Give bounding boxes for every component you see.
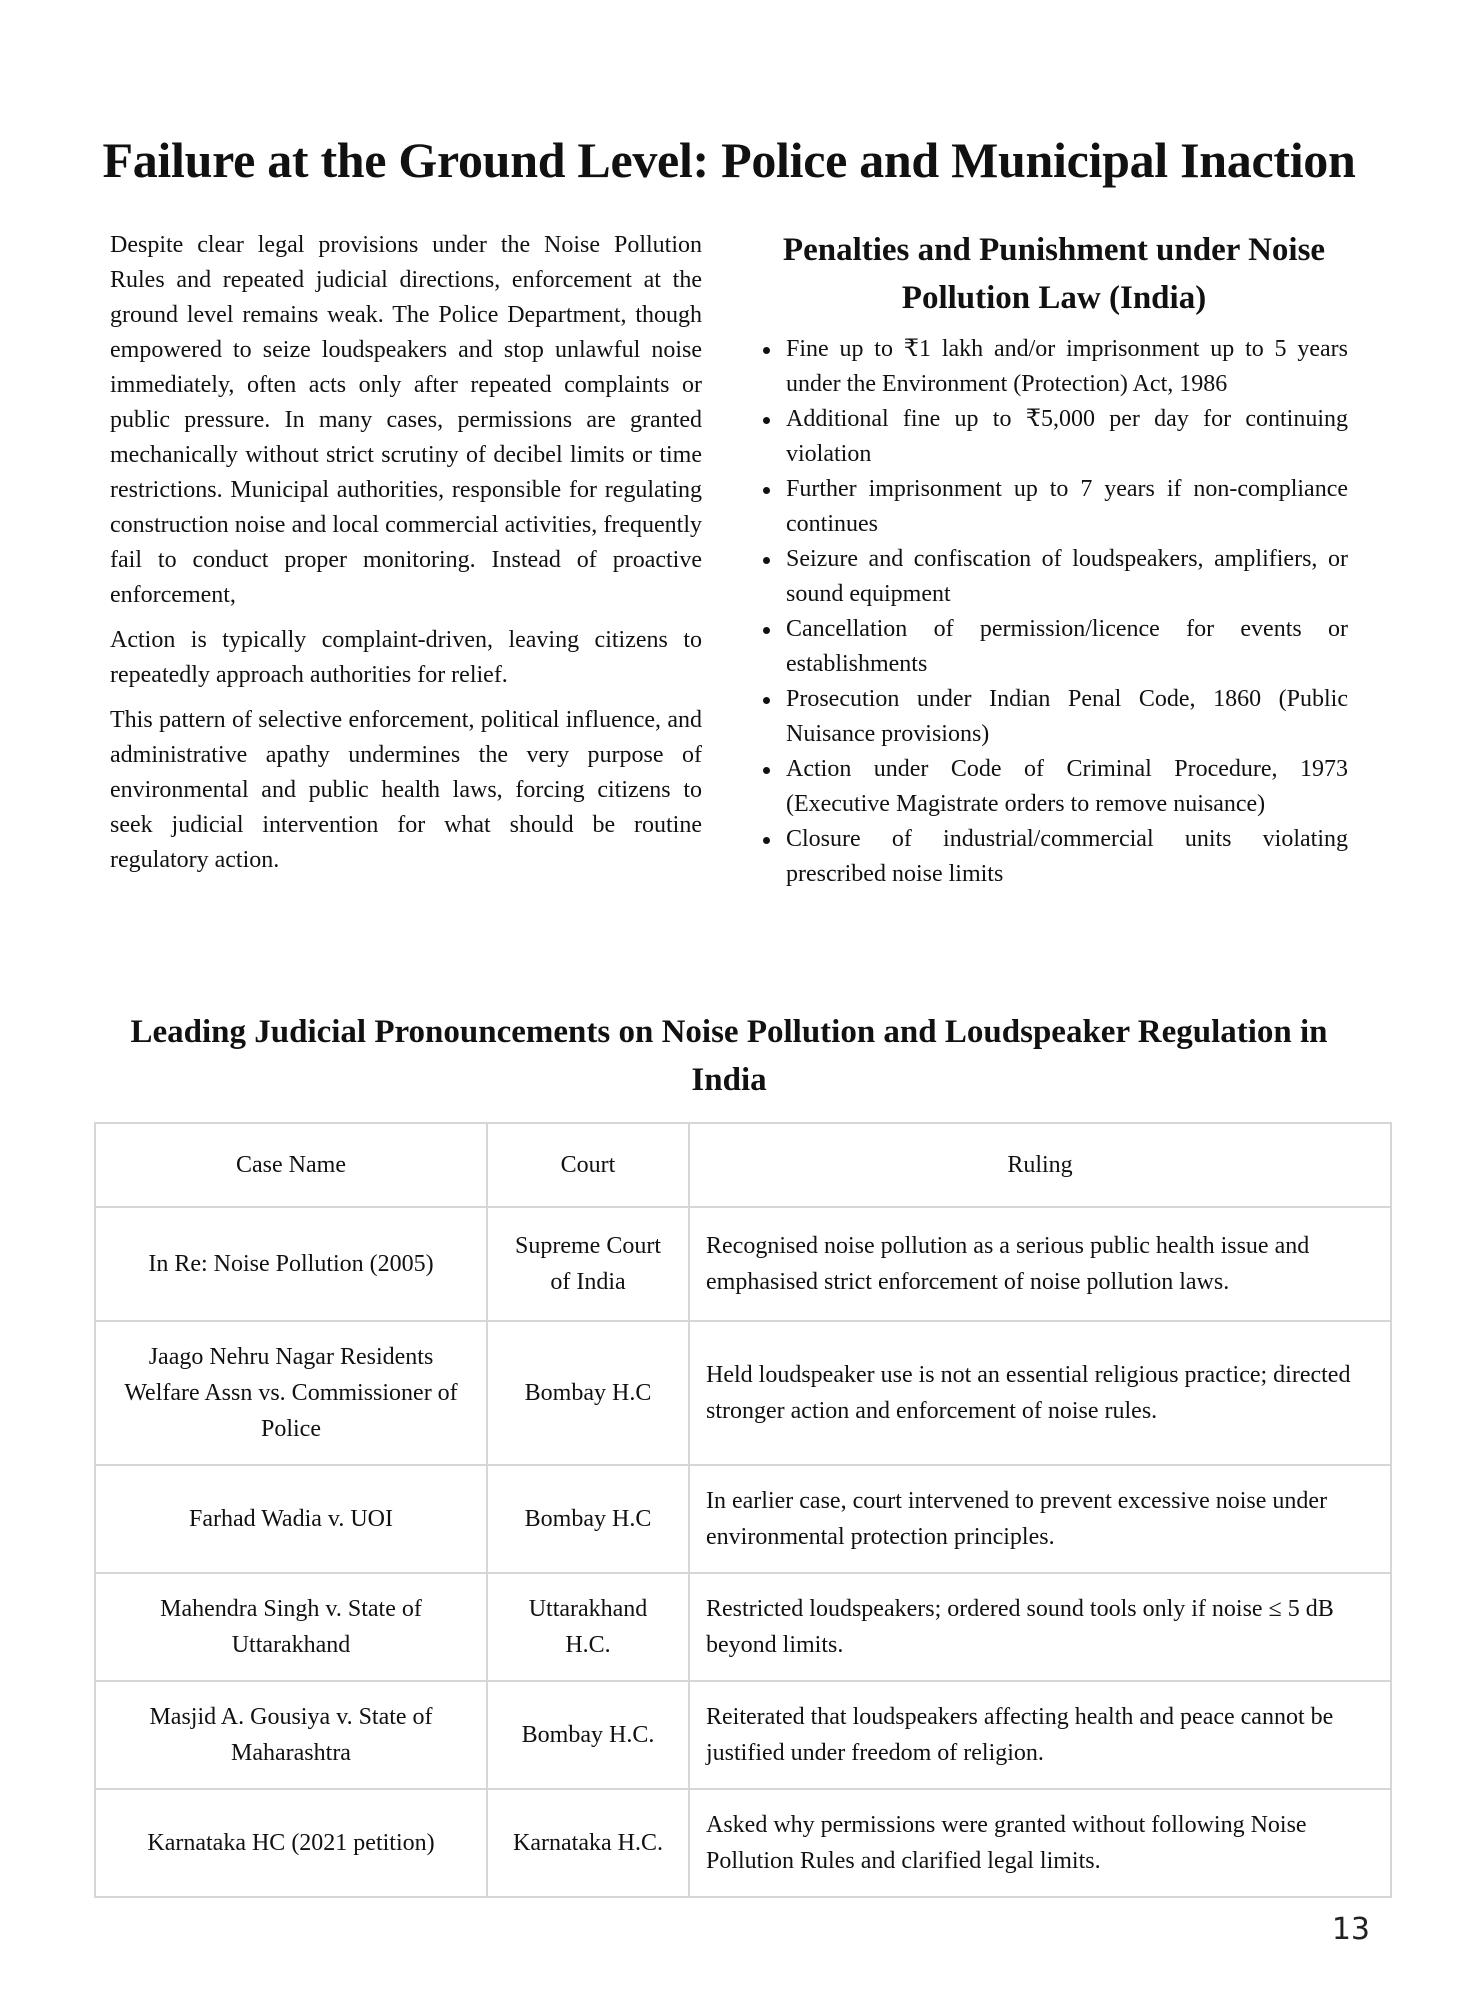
table-row bbox=[95, 1207, 1391, 1321]
header-case-name: Case Name bbox=[95, 1123, 487, 1207]
court-cell: Karnataka H.C. bbox=[487, 1789, 689, 1897]
paragraph-enforcement-weakness: Despite clear legal provisions under the Noise Pollution Rules and repeated judicial directions, enforcement at the ground level remains weak. The Police Department, though empowered to seize loudspeakers and stop unlawful noise immediately, often acts only after repeated complaints or public pressure. In many cases, permissions are granted mechanically without strict scrutiny of decibel limits or time restrictions. Municipal authorities, responsible for regulating construction noise and local commercial activities, frequently fail to conduct proper monitoring. Instead of proactive enforcement, bbox=[110, 232, 702, 608]
ruling-cell: Held loudspeaker use is not an essential religious practice; directed stronger action and enforcement of noise rules. bbox=[689, 1321, 1391, 1465]
table-row bbox=[95, 1681, 1391, 1789]
court-cell: Uttarakhand H.C. bbox=[487, 1573, 689, 1681]
page-title: Failure at the Ground Level: Police and Municipal Inaction bbox=[102, 132, 1356, 188]
case-name-cell: In Re: Noise Pollution (2005) bbox=[95, 1207, 487, 1321]
case-name-cell: Masjid A. Gousiya v. State of Maharashtra bbox=[95, 1681, 487, 1789]
case-name-cell: Mahendra Singh v. State of Uttarakhand bbox=[95, 1573, 487, 1681]
penalty-item: Fine up to ₹1 lakh and/or imprisonment up to 5 years under the Environment (Protection) Act, 1986 bbox=[760, 332, 1348, 402]
header-court: Court bbox=[487, 1123, 689, 1207]
ruling-cell: Restricted loudspeakers; ordered sound tools only if noise ≤ 5 dB beyond limits. bbox=[689, 1573, 1391, 1681]
table-row bbox=[95, 1573, 1391, 1681]
penalty-item: Prosecution under Indian Penal Code, 1860 (Public Nuisance provisions) bbox=[760, 682, 1348, 752]
ruling-cell: In earlier case, court intervened to prevent excessive noise under environmental protection principles. bbox=[689, 1465, 1391, 1573]
judgments-table bbox=[94, 1122, 1392, 1898]
court-cell: Bombay H.C bbox=[487, 1321, 689, 1465]
inaction-text-column bbox=[110, 228, 702, 888]
ruling-cell: Asked why permissions were granted without following Noise Pollution Rules and clarified legal limits. bbox=[689, 1789, 1391, 1897]
case-name-cell: Karnataka HC (2021 petition) bbox=[95, 1789, 487, 1897]
penalty-item: Cancellation of permission/licence for events or establishments bbox=[760, 612, 1348, 682]
court-cell: Bombay H.C bbox=[487, 1465, 689, 1573]
penalty-item: Closure of industrial/commercial units violating prescribed noise limits bbox=[760, 822, 1348, 892]
table-row bbox=[95, 1789, 1391, 1897]
ruling-cell: Reiterated that loudspeakers affecting health and peace cannot be justified under freedom of religion. bbox=[689, 1681, 1391, 1789]
paragraph-selective-enforcement: This pattern of selective enforcement, political influence, and administrative apathy undermines the very purpose of environmental and public health laws, forcing citizens to seek judicial intervention for what should be routine regulatory action. bbox=[110, 707, 702, 873]
penalty-item: Seizure and confiscation of loudspeakers, amplifiers, or sound equipment bbox=[760, 542, 1348, 612]
penalties-list bbox=[760, 332, 1348, 892]
penalty-item: Further imprisonment up to 7 years if non-compliance continues bbox=[760, 472, 1348, 542]
table-header-row bbox=[95, 1123, 1391, 1207]
judgments-heading: Leading Judicial Pronouncements on Noise Pollution and Loudspeaker Regulation in India bbox=[130, 1014, 1328, 1098]
case-name-cell: Farhad Wadia v. UOI bbox=[95, 1465, 487, 1573]
case-name-cell: Jaago Nehru Nagar Residents Welfare Assn vs. Commissioner of Police bbox=[95, 1321, 487, 1465]
penalty-item: Action under Code of Criminal Procedure, 1973 (Executive Magistrate orders to remove nuisance) bbox=[760, 752, 1348, 822]
table-row bbox=[95, 1465, 1391, 1573]
header-ruling: Ruling bbox=[689, 1123, 1391, 1207]
ruling-cell: Recognised noise pollution as a serious public health issue and emphasised strict enforcement of noise pollution laws. bbox=[689, 1207, 1391, 1321]
penalties-section bbox=[760, 226, 1348, 892]
penalty-item: Additional fine up to ₹5,000 per day for continuing violation bbox=[760, 402, 1348, 472]
paragraph-complaint-driven: Action is typically complaint-driven, leaving citizens to repeatedly approach authorities for relief. bbox=[110, 627, 702, 688]
penalties-heading: Penalties and Punishment under Noise Pollution Law (India) bbox=[782, 232, 1326, 316]
court-cell: Bombay H.C. bbox=[487, 1681, 689, 1789]
table-row bbox=[95, 1321, 1391, 1465]
page-number: 13 bbox=[1331, 1912, 1370, 1947]
court-cell: Supreme Court of India bbox=[487, 1207, 689, 1321]
